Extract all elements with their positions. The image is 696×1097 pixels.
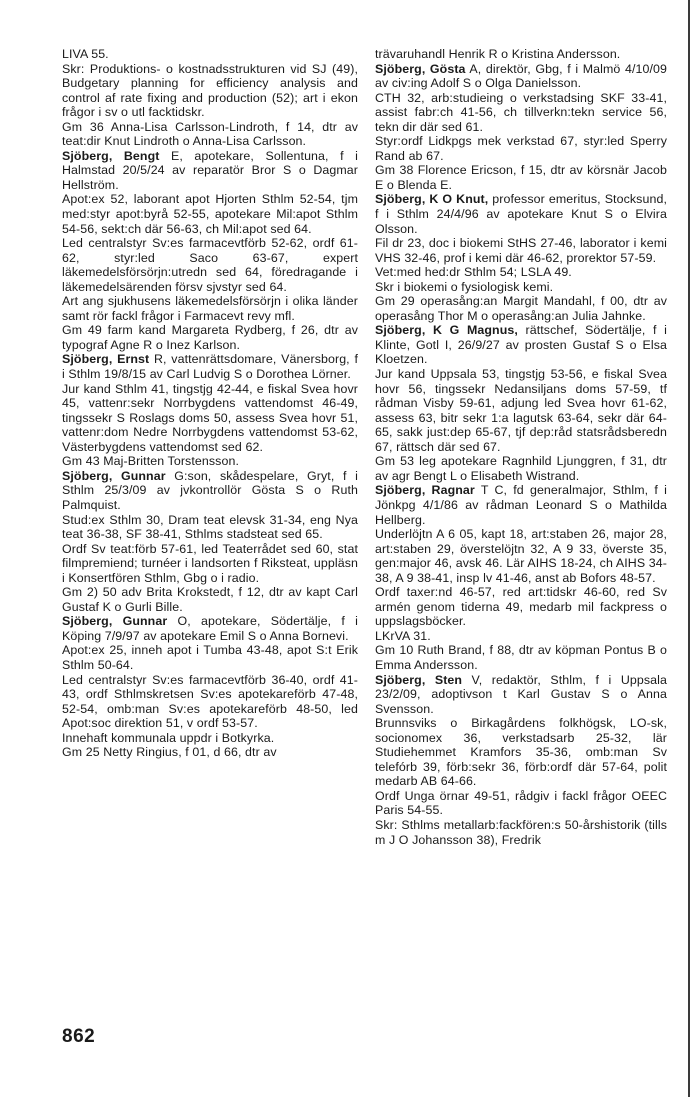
entry-text: Jur kand Sthlm 41, tingstjg 42-44, e fiskal Svea hovr 45, vattenr:sekr Norrbygdens vattendomst 46-49, tingssekr S Roslags doms 50, assess Svea hovr 51, vattenr:dom Nedre Norrbygdens vattendomst 53-62, Västerbygdens vattendomst sed 62. xyxy=(62,381,358,454)
entry-text: LIVA 55. xyxy=(62,47,109,61)
entry-paragraph xyxy=(375,629,667,644)
entry-paragraph xyxy=(62,323,358,352)
biography-entry xyxy=(375,483,667,527)
entry-text: CTH 32, arb:studieing o verkstadsing SKF 33-41, assist fabr:ch 41-56, ch tillverkn:tekn service 56, tekn dir där sed 61. xyxy=(375,90,667,134)
biography-entry xyxy=(62,352,358,381)
entry-text: Innehaft kommunala uppdr i Botkyrka. xyxy=(62,730,275,745)
entry-paragraph xyxy=(375,367,667,454)
entry-paragraph xyxy=(62,294,358,323)
right-column xyxy=(375,47,667,847)
entry-paragraph xyxy=(62,673,358,731)
left-column xyxy=(62,47,358,760)
entry-paragraph xyxy=(62,120,358,149)
entry-text: Ordf Unga örnar 49-51, rådgiv i fackl frågor OEEC Paris 54-55. xyxy=(375,788,667,818)
entry-name: Sjöberg, K G Magnus, xyxy=(375,323,518,338)
biography-entry xyxy=(62,469,358,513)
entry-text: Gm 38 Florence Ericson, f 15, dtr av körsnär Jacob E o Blenda E. xyxy=(375,163,667,192)
entry-text: trävaruhandl Henrik R o Kristina Andersson. xyxy=(375,47,621,61)
entry-text: Gm 36 Anna-Lisa Carlsson-Lindroth, f 14, dtr av teat:dir Knut Lindroth o Anna-Lisa Carlsson. xyxy=(62,119,358,149)
entry-text: Underlöjtn A 6 05, kapt 18, art:staben 26, major 28, art:staben 29, överstelöjtn 32, A 9 33, överste 35, gen:major 46, avsk 46. Lär AIHS 18-24, ch AIHS 34-38, A 9 38-41, insp lv 41-46, anst ab Bofors 48-57. xyxy=(375,527,667,585)
entry-text: Gm 25 Netty Ringius, f 01, d 66, dtr av xyxy=(62,745,277,760)
entry-text: Gm 2) 50 adv Brita Krokstedt, f 12, dtr av kapt Carl Gustaf K o Gurli Bille. xyxy=(62,585,358,614)
entry-paragraph xyxy=(62,192,358,236)
biography-entry xyxy=(62,149,358,193)
entry-text: Gm 43 Maj-Britten Torstensson. xyxy=(62,454,239,469)
entry-paragraph xyxy=(375,454,667,483)
entry-text: Stud:ex Sthlm 30, Dram teat elevsk 31-34, eng Nya teat 36-38, SF 38-41, Sthlms stadsteat sed 65. xyxy=(62,512,358,542)
entry-text: Jur kand Uppsala 53, tingstjg 53-56, e fiskal Svea hovr 56, tingssekr Nedansiljans doms 57-59, tf rådman Visby 59-61, adjung led Svea hovr 61-62, assess 63, bitr sekr 1:a lagutsk 63-64, sekr där 64-65, sakk just:dep 65-67, tjf dep:råd statsrådsberedn 67, rättsch där sed 67. xyxy=(375,367,667,454)
biography-entry xyxy=(375,323,667,367)
entry-paragraph xyxy=(62,745,358,760)
entry-paragraph xyxy=(375,265,667,280)
biography-entry xyxy=(375,673,667,717)
entry-text: LKrVA 31. xyxy=(375,628,431,643)
entry-text: G:son, skådespelare, Gryt, f i Sthlm 25/3/09 av jvkontrollör Gösta S o Ruth Palmquist. xyxy=(62,468,358,512)
entry-text: Apot:ex 52, laborant apot Hjorten Sthlm 52-54, tjm med:styr apot:byrå 52-55, apotekare Mil:apot Sthlm 54-56, sekt:ch där 56-63, ch Mil:apot sed 64. xyxy=(62,192,358,236)
entry-paragraph xyxy=(375,294,667,323)
entry-text: V, redaktör, Sthlm, f i Uppsala 23/2/09, adoptivson t Karl Gustav S o Anna Svensson. xyxy=(375,672,667,716)
page-edge-shadow xyxy=(688,0,690,1097)
entry-paragraph xyxy=(375,47,667,62)
entry-text: Ordf taxer:nd 46-57, red art:tidskr 46-60, red Sv armén genom tiderna 49, medarb mil fackpress o uppslagsböcker. xyxy=(375,585,667,629)
entry-text: Vet:med hed:dr Sthlm 54; LSLA 49. xyxy=(375,265,572,280)
entry-paragraph xyxy=(375,134,667,163)
entry-name: Sjöberg, Sten xyxy=(375,672,463,687)
entry-name: Sjöberg, Gösta xyxy=(375,61,466,76)
entry-text: Apot:ex 25, inneh apot i Tumba 43-48, apot S:t Erik Sthlm 50-64. xyxy=(62,643,358,672)
entry-text: Styr:ordf Lidkpgs mek verkstad 67, styr:led Sperry Rand ab 67. xyxy=(375,134,667,163)
entry-name: Sjöberg, Ernst xyxy=(62,352,150,367)
entry-paragraph xyxy=(375,818,667,847)
biography-entry xyxy=(375,192,667,236)
entry-paragraph xyxy=(375,716,667,789)
entry-text: Gm 53 leg apotekare Ragnhild Ljunggren, f 31, dtr av agr Bengt L o Elisabeth Wistrand. xyxy=(375,454,667,483)
entry-paragraph xyxy=(62,731,358,746)
entry-paragraph xyxy=(62,585,358,614)
entry-paragraph xyxy=(62,454,358,469)
entry-paragraph xyxy=(375,527,667,585)
entry-paragraph xyxy=(375,163,667,192)
entry-text: Gm 10 Ruth Brand, f 88, dtr av köpman Pontus B o Emma Andersson. xyxy=(375,643,667,672)
entry-text: Skr: Produktions- o kostnadsstrukturen vid SJ (49), Budgetary planning for efficiency analysis and control af rate fixing and production (52); art i ekon frågor i sv o utl facktidskr. xyxy=(62,61,358,120)
entry-text: professor emeritus, Stocksund, f i Sthlm 24/4/96 av apotekare Knut S o Elvira Olsson. xyxy=(375,192,667,236)
entry-paragraph xyxy=(62,47,358,62)
page-number: 862 xyxy=(62,1026,96,1047)
entry-name: Sjöberg, Bengt xyxy=(62,148,160,163)
entry-paragraph xyxy=(375,91,667,135)
entry-paragraph xyxy=(375,643,667,672)
entry-text: Art ang sjukhusens läkemedelsförsörjn i olika länder samt rör fackl frågor i Farmacevt revy mfl. xyxy=(62,294,358,323)
entry-paragraph xyxy=(62,542,358,586)
entry-text: Fil dr 23, doc i biokemi StHS 27-46, laborator i kemi VHS 32-46, prof i kemi där 46-62, prorektor 57-59. xyxy=(375,236,667,265)
entry-text: A, direktör, Gbg, f i Malmö 4/10/09 av civ:ing Adolf S o Olga Danielsson. xyxy=(375,61,667,91)
entry-text: Brunnsviks o Birkagårdens folkhögsk, LO-sk, socionomex 36, verkstadsarb 25-32, lär Studiehemmet Kramfors 35-36, omb:man Sv telefórb 39, förb:sekr 36, förb:ordf där 57-64, polit medarb AB 64-66. xyxy=(375,716,667,789)
entry-text: rättschef, Södertälje, f i Klinte, Gotl I, 26/9/27 av prosten Gustaf S o Elsa Kloetzen. xyxy=(375,323,667,367)
entry-text: E, apotekare, Sollentuna, f i Halmstad 20/5/24 av reparatör Bror S o Dagmar Hellström. xyxy=(62,148,358,192)
entry-paragraph xyxy=(62,62,358,120)
entry-name: Sjöberg, Ragnar xyxy=(375,483,475,498)
entry-paragraph xyxy=(62,643,358,672)
entry-paragraph xyxy=(62,236,358,294)
entry-text: T C, fd generalmajor, Sthlm, f i Jönkpg 4/1/86 av rådman Leonard S o Mathilda Hellberg. xyxy=(375,483,667,527)
entry-paragraph xyxy=(375,236,667,265)
biography-entry xyxy=(62,614,358,643)
entry-text: Gm 29 operasång:an Margit Mandahl, f 00, dtr av operasång Thor M o operasång:an Julia Jahnke. xyxy=(375,294,667,323)
entry-text: R, vattenrättsdomare, Vänersborg, f i Sthlm 19/8/15 av Carl Ludvig S o Dorothea Lörner. xyxy=(62,352,358,382)
entry-paragraph xyxy=(375,585,667,629)
entry-paragraph xyxy=(375,280,667,295)
entry-name: Sjöberg, K O Knut, xyxy=(375,192,489,207)
entry-name: Sjöberg, Gunnar xyxy=(62,468,166,483)
entry-paragraph xyxy=(62,513,358,542)
entry-paragraph xyxy=(62,382,358,455)
entry-text: Skr: Sthlms metallarb:fackfören:s 50-årshistorik (tills m J O Johansson 38), Fredrik xyxy=(375,817,667,847)
entry-text: O, apotekare, Södertälje, f i Köping 7/9/97 av apotekare Emil S o Anna Bornevi. xyxy=(62,614,358,643)
entry-text: Led centralstyr Sv:es farmacevtförb 36-40, ordf 41-43, ordf Sthlmskretsen Sv:es apotekareförb 47-48, 52-54, omb:man Sv:es apotekareförb 48-50, led Apot:soc direktion 51, v ordf 53-57. xyxy=(62,672,358,731)
entry-text: Ordf Sv teat:förb 57-61, led Teaterrådet sed 60, stat filmpremiend; turnéer i landsorten f Riksteat, uppläsn i Konsertfören Sthlm, Gbg o i radio. xyxy=(62,541,358,585)
entry-text: Skr i biokemi o fysiologisk kemi. xyxy=(375,279,554,294)
entry-text: Gm 49 farm kand Margareta Rydberg, f 26, dtr av typograf Agne R o Inez Karlson. xyxy=(62,323,358,352)
entry-name: Sjöberg, Gunnar xyxy=(62,614,168,629)
biography-entry xyxy=(375,62,667,91)
entry-text: Led centralstyr Sv:es farmacevtförb 52-62, ordf 61-62, styr:led Saco 63-67, expert läkemedelsförsörjn:utredn sed 64, föredragande i läkemedelsärenden försv sjvstyr sed 64. xyxy=(62,236,358,294)
entry-paragraph xyxy=(375,789,667,818)
